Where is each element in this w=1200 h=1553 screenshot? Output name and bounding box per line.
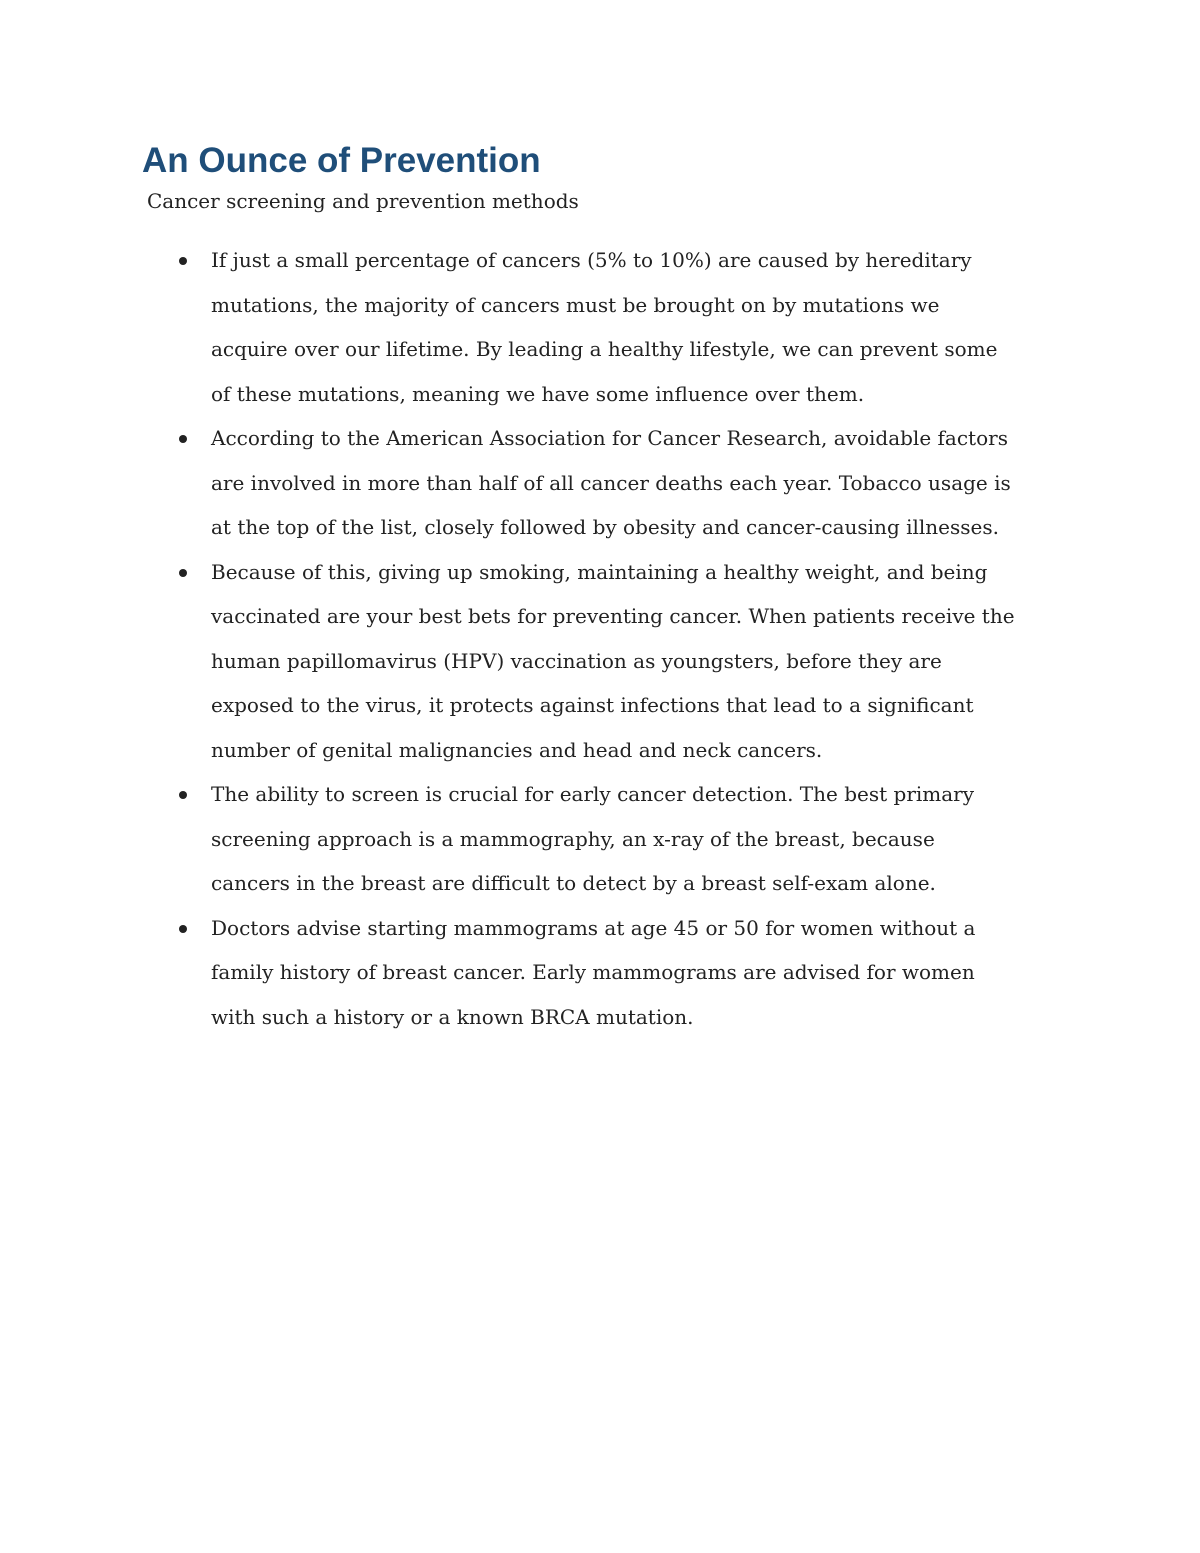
bullet-dot-icon [179,257,187,265]
bullet-text-line: Doctors advise starting mammograms at age 45 or 50 for women without a [211,915,976,940]
bullet-text-line: human papillomavirus (HPV) vaccination as youngsters, before they are [211,648,942,673]
bullet-text-line: with such a history or a known BRCA mutation. [211,1004,694,1029]
bullet-text-line: The ability to screen is crucial for early cancer detection. The best primary [211,782,975,806]
bullet-item [175,416,1075,550]
bullet-item [175,772,1075,906]
bullet-text-line: Because of this, giving up smoking, maintaining a healthy weight, and being [211,559,988,584]
bullet-dot-icon [179,435,187,443]
page-subtitle: Cancer screening and prevention methods [147,189,579,213]
bullet-text-line: at the top of the list, closely followed by obesity and cancer-causing illnesses. [211,515,999,539]
bullet-text-line: are involved in more than half of all cancer deaths each year. Tobacco usage is [211,470,1011,495]
bullet-item [175,550,1075,773]
bullet-text-line: If just a small percentage of cancers (5% to 10%) are caused by hereditary [211,248,972,272]
bullet-text-line: screening approach is a mammography, an x-ray of the breast, because [211,826,935,851]
bullet-text-line: exposed to the virus, it protects against infections that lead to a significant [211,693,974,717]
bullet-text-line: mutations, the majority of cancers must be brought on by mutations we [211,292,940,317]
bullet-dot-icon [179,791,187,799]
bullet-text-line: number of genital malignancies and head and neck cancers. [211,737,823,762]
bullet-text-line: of these mutations, meaning we have some influence over them. [211,381,865,406]
bullet-item [175,906,1075,1040]
bullet-text-line: acquire over our lifetime. By leading a healthy lifestyle, we can prevent some [211,337,998,361]
bullet-dot-icon [179,569,187,577]
bullet-text-line: family history of breast cancer. Early mammograms are advised for women [211,960,975,984]
bullet-text-line: vaccinated are your best bets for preventing cancer. When patients receive the [211,604,1015,628]
page-title: An Ounce of Prevention [142,141,541,180]
bullet-item [175,238,1075,416]
bullet-dot-icon [179,925,187,933]
bullet-text-line: According to the American Association for Cancer Research, avoidable factors [211,426,1008,450]
bullet-list [175,238,1075,1039]
bullet-text-line: cancers in the breast are difficult to detect by a breast self-exam alone. [211,871,936,895]
